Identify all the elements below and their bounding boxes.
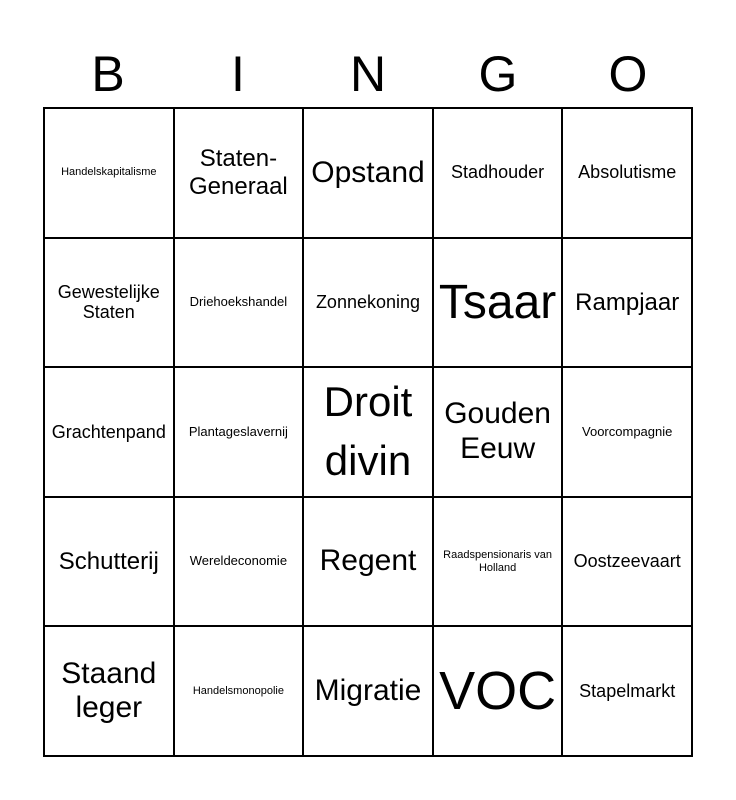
bingo-cell[interactable]: Grachtenpand [44,367,174,497]
bingo-cell[interactable]: Wereldeconomie [174,497,304,627]
bingo-cell[interactable]: Migratie [303,626,433,756]
bingo-cell[interactable]: Regent [303,497,433,627]
bingo-cell[interactable]: Handelsmonopolie [174,626,304,756]
header-letter-n: N [349,46,387,102]
bingo-cell[interactable]: Voorcompagnie [562,367,692,497]
bingo-cell[interactable]: Gewestelijke Staten [44,238,174,368]
bingo-cell[interactable]: Schutterij [44,497,174,627]
bingo-cell[interactable]: Staand leger [44,626,174,756]
bingo-cell[interactable]: Stapelmarkt [562,626,692,756]
bingo-cell[interactable]: Driehoekshandel [174,238,304,368]
bingo-cell[interactable]: Raadspensionaris van Holland [433,497,563,627]
bingo-cell[interactable]: Opstand [303,108,433,238]
bingo-cell[interactable]: Zonnekoning [303,238,433,368]
bingo-cell[interactable]: Oostzeevaart [562,497,692,627]
header-letter-b: B [91,46,125,102]
bingo-card-grid [43,107,693,757]
header-letter-i: I [231,46,245,102]
bingo-cell[interactable]: Staten-Generaal [174,108,304,238]
bingo-cell[interactable]: Plantageslavernij [174,367,304,497]
bingo-cell[interactable]: Gouden Eeuw [433,367,563,497]
bingo-cell[interactable]: Tsaar [433,238,563,368]
header-letter-o: O [608,46,648,102]
bingo-cell[interactable]: VOC [433,626,563,756]
header-letter-g: G [478,46,518,102]
bingo-cell[interactable]: Handelskapitalisme [44,108,174,238]
bingo-cell[interactable]: Droit divin [303,367,433,497]
bingo-cell[interactable]: Stadhouder [433,108,563,238]
bingo-header [43,42,693,106]
bingo-cell[interactable]: Absolutisme [562,108,692,238]
bingo-cell[interactable]: Rampjaar [562,238,692,368]
